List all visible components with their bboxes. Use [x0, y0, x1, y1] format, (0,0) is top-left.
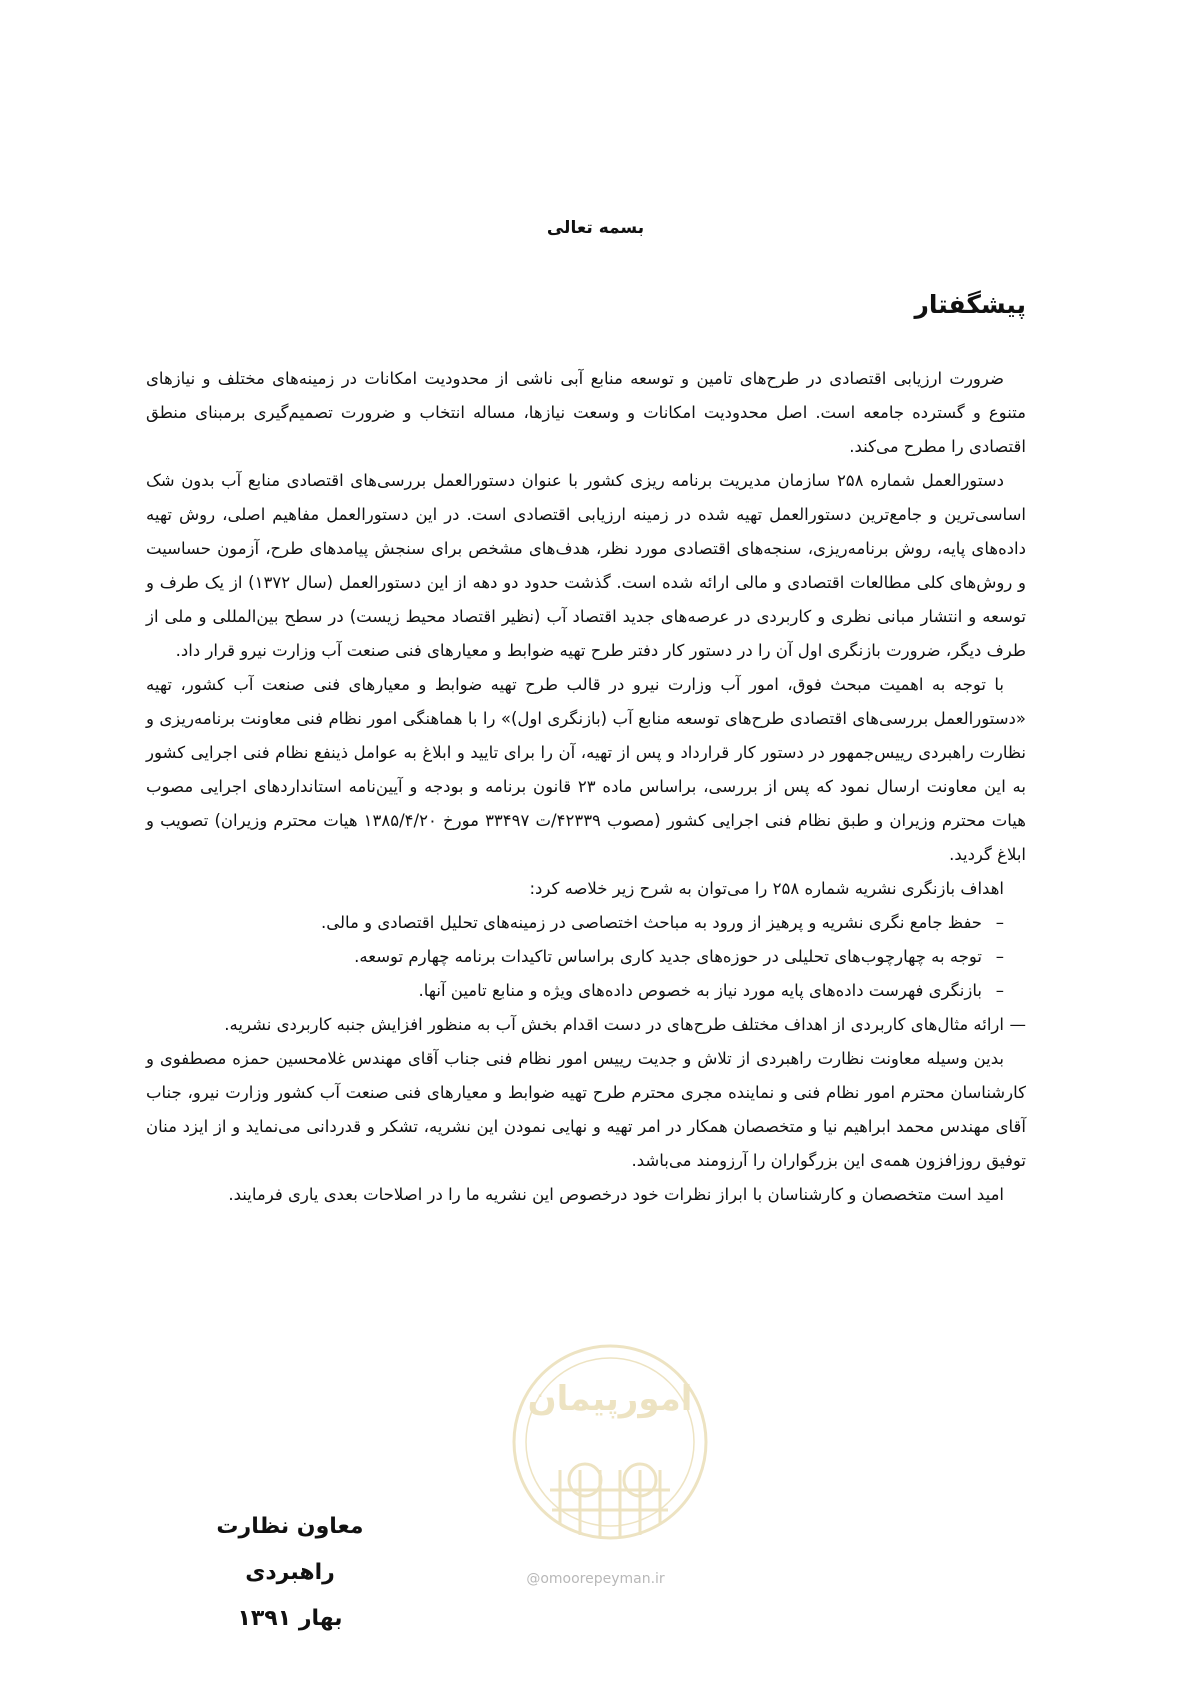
dash-bullet: —: [1009, 1015, 1026, 1034]
signature-title: معاون نظارت راهبردی: [216, 1514, 364, 1585]
watermark-url: @omoorepeyman.ir: [526, 1571, 665, 1587]
basmala: بسمه تعالی: [546, 218, 645, 238]
paragraph-2: دستورالعمل شماره ۲۵۸ سازمان مدیریت برنامه ریزی کشور با عنوان دستورالعمل بررسی‌های اقتصادی منابع آب بدون شک اساسی‌ترین و جامع‌ترین دستورالعمل تهیه شده در زمینه ارزیابی اقتصادی است. در این دستورالعمل مفاهیم اصلی، روش تهیه داده‌های پایه، روش برنامه‌ریزی، سنجه‌های اقتصادی مورد نظر، هدف‌های مشخص برای سنجش پیامدهای طرح، آزمون حساسیت و روش‌های کلی مطالعات اقتصادی و مالی ارائه شده است. گذشت حدود دو دهه از این دستورالعمل (سال ۱۳۷۲) از یک طرف و توسعه و انتشار مبانی نظری و کاربردی در عرصه‌های جدید اقتصاد آب (نظیر اقتصاد محیط زیست) در سطح بین‌المللی و ملی از طرف دیگر، ضرورت بازنگری اول آن را در دستور کار دفتر طرح تهیه ضوابط و معیارهای فنی صنعت آب وزارت نیرو قرار داد.: [146, 471, 1026, 660]
paragraph-3: با توجه به اهمیت مبحث فوق، امور آب وزارت نیرو در قالب طرح تهیه ضوابط و معیارهای فنی صنعت آب کشور، تهیه «دستورالعمل بررسی‌های اقتصادی طرح‌های توسعه منابع آب (بازنگری اول)» را با هماهنگی امور نظام فنی معاونت برنامه‌ریزی و نظارت راهبردی رییس‌جمهور در دستور کار قرارداد و پس از تهیه، آن را برای تایید و ابلاغ به عوامل ذینفع نظام فنی اجرایی کشور به این معاونت ارسال نمود که پس از بررسی، براساس ماده ۲۳ قانون برنامه و بودجه و آیین‌نامه استانداردهای اجرایی مصوب هیات محترم وزیران و طبق نظام فنی اجرایی کشور (مصوب ۴۲۳۳۹/ت ۳۳۴۹۷ مورخ ۱۳۸۵/۴/۲۰ هیات محترم وزیران) تصویب و ابلاغ گردید.: [146, 675, 1026, 864]
paragraph-5: بدین وسیله معاونت نظارت راهبردی از تلاش و جدیت رییس امور نظام فنی جناب آقای مهندس غلامحسین حمزه مصطفوی و کارشناسان محترم امور نظام فنی و نماینده مجری محترم طرح تهیه ضوابط و معیارهای فنی صنعت آب کشور وزارت نیرو، جناب آقای مهندس محمد ابراهیم نیا و متخصصان همکار در امر تهیه و نهایی نمودن این نشریه، تشکر و قدردانی می‌نماید و از ایزد منان توفیق روزافزون همه‌ی این بزرگواران را آرزومند می‌باشد.: [146, 1049, 1026, 1170]
watermark-logo-icon: [490, 1330, 730, 1580]
svg-text:امورپیمان: امورپیمان: [527, 1379, 693, 1419]
dash-bullet: –: [995, 981, 1004, 1000]
dash-bullet: –: [995, 913, 1004, 932]
goal-item-3: – بازنگری فهرست داده‌های پایه مورد نیاز به خصوص داده‌های ویژه و منابع تامین آنها.: [146, 974, 1004, 1008]
page-title: پیشگفتار: [914, 290, 1026, 319]
signature-date: بهار ۱۳۹۱: [237, 1606, 343, 1631]
goals-list: [146, 906, 1026, 1042]
goal-item-1: – حفظ جامع نگری نشریه و پرهیز از ورود به مباحث اختصاصی در زمینه‌های تحلیل اقتصادی و مالی.: [146, 906, 1004, 940]
goal-item-2: – توجه به چهارچوب‌های تحلیلی در حوزه‌های جدید کاری براساس تاکیدات برنامه چهارم توسعه.: [146, 940, 1004, 974]
preface-body: [146, 362, 1026, 1212]
paragraph-4: اهداف بازنگری نشریه شماره ۲۵۸ را می‌توان به شرح زیر خلاصه کرد:: [529, 879, 1004, 898]
paragraph-1: ضرورت ارزیابی اقتصادی در طرح‌های تامین و توسعه منابع آبی ناشی از محدودیت امکانات در زمینه‌های مختلف و نیازهای متنوع و گسترده جامعه است. اصل محدودیت امکانات و وسعت نیازها، مساله انتخاب و ضرورت تصمیم‌گیری برمبنای منطق اقتصادی را مطرح می‌کند.: [146, 369, 1026, 456]
goal-item-4: — ارائه مثال‌های کاربردی از اهداف مختلف طرح‌های در دست اقدام بخش آب به منظور افزایش جنبه کاربردی نشریه.: [146, 1008, 1026, 1042]
paragraph-6: امید است متخصصان و کارشناسان با ابراز نظرات خود درخصوص این نشریه ما را در اصلاحات بعدی یاری فرمایند.: [228, 1185, 1004, 1204]
dash-bullet: –: [995, 947, 1004, 966]
